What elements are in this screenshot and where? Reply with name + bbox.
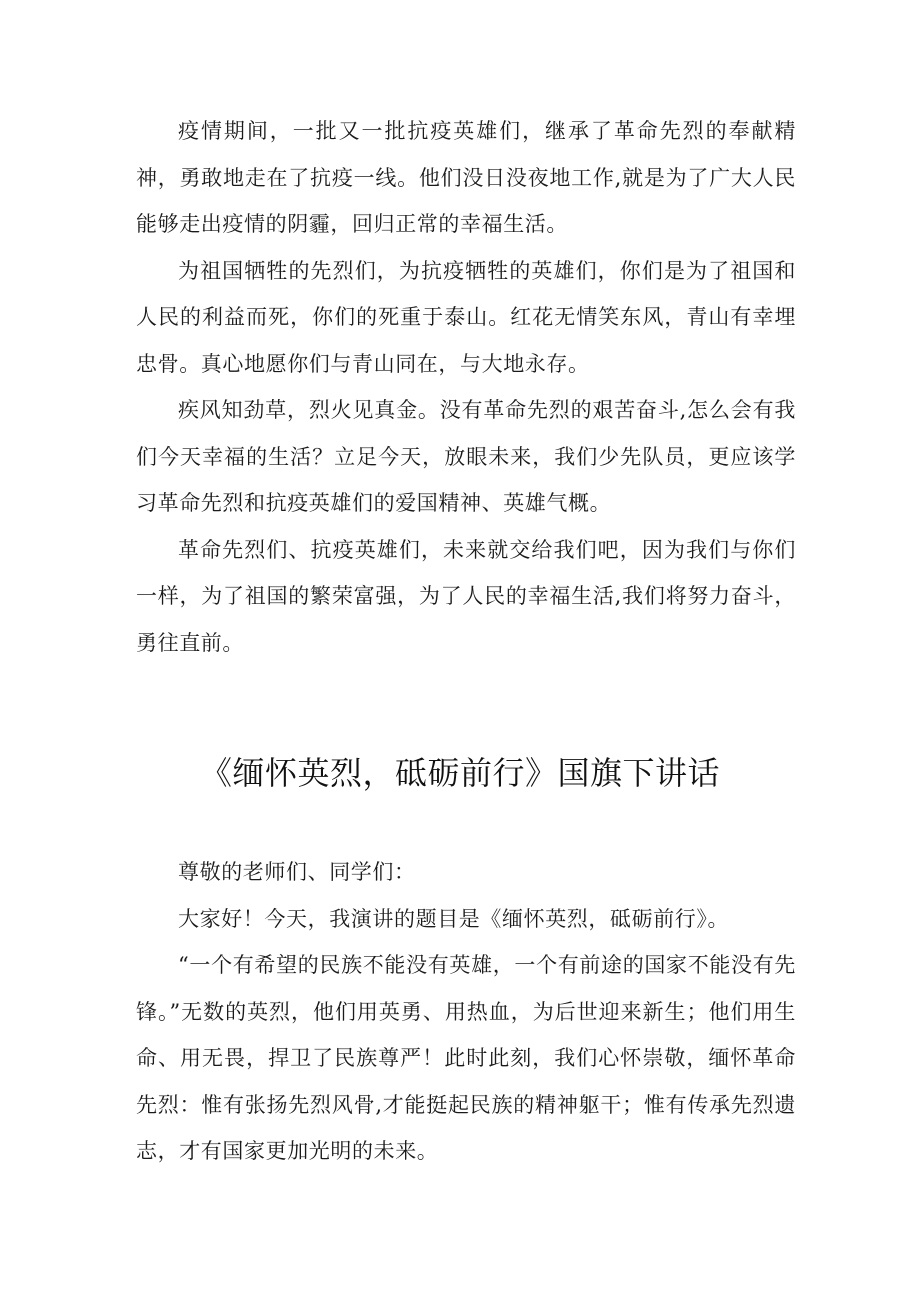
speech-title: 《缅怀英烈，砥砺前行》国旗下讲话: [199, 754, 720, 792]
paragraph: 疫情期间，一批又一批抗疫英雄们，继承了革命先烈的奉献精神，勇敢地走在了抗疫一线。他们没日没夜地工作,就是为了广大人民能够走出疫情的阴霾，回归正常的幸福生活。: [136, 119, 796, 236]
speech-body-part-two: [136, 849, 796, 1175]
salutation: 尊敬的老师们、同学们：: [178, 860, 416, 884]
speech-body-part-one: [136, 108, 796, 666]
paragraph: “一个有希望的民族不能没有英雄，一个有前途的国家不能没有先锋。”无数的英烈，他们用英勇、用热血，为后世迎来新生；他们用生命、用无畏，捍卫了民族尊严！此时此刻，我们心怀崇敬，缅怀革命先烈：惟有张扬先烈风骨,才能挺起民族的精神躯干；惟有传承先烈遗志，才有国家更加光明的未来。: [136, 953, 796, 1163]
paragraph: 为祖国牺牲的先烈们，为抗疫牺牲的英雄们，你们是为了祖国和人民的利益而死，你们的死重于泰山。红花无情笑东风，青山有幸埋忠骨。真心地愿你们与青山同在，与大地永存。: [136, 258, 796, 376]
paragraph: 革命先烈们、抗疫英雄们，未来就交给我们吧，因为我们与你们一样，为了祖国的繁荣富强，为了人民的幸福生活,我们将努力奋斗，勇往直前。: [136, 537, 796, 655]
greeting-paragraph: 大家好！今天，我演讲的题目是《缅怀英烈，砥砺前行》。: [178, 906, 730, 931]
paragraph: 疾风知劲草，烈火见真金。没有革命先烈的艰苦奋斗,怎么会有我们今天幸福的生活？立足今天，放眼未来，我们少先队员，更应该学习革命先烈和抗疫英雄们的爱国精神、英雄气概。: [136, 398, 796, 515]
